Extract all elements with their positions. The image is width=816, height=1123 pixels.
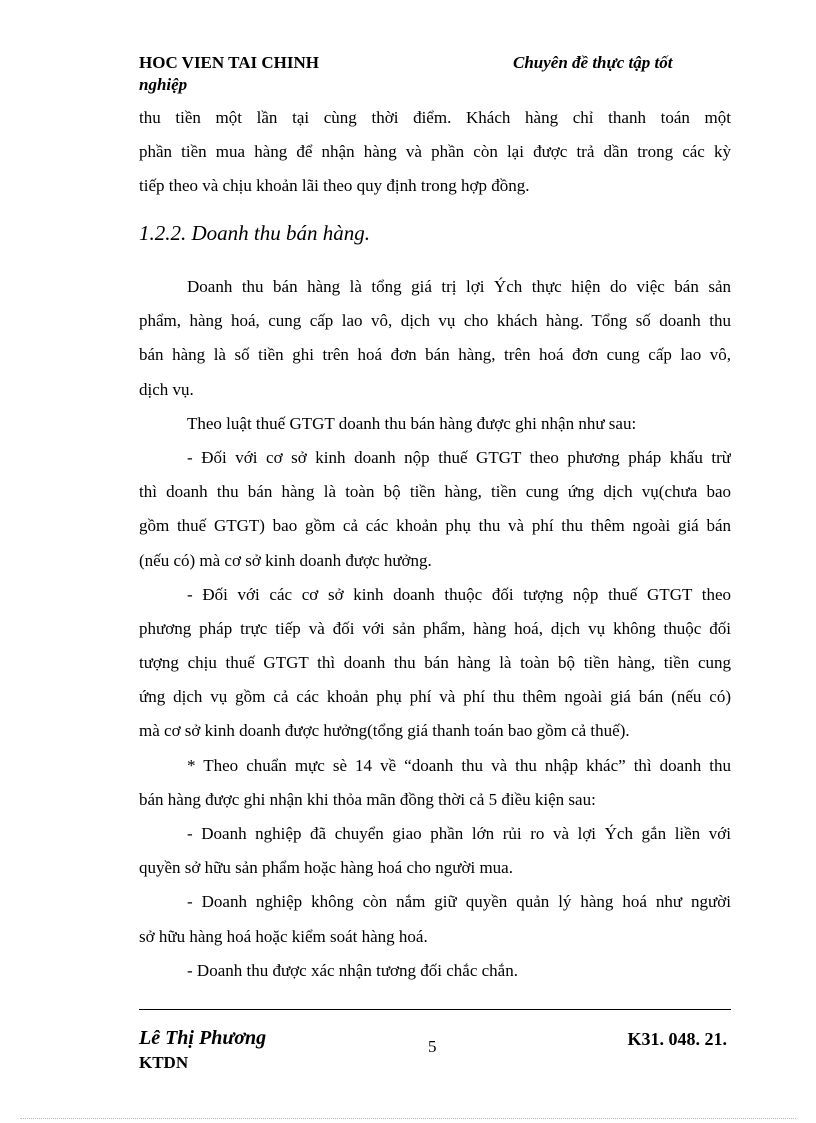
- text-line: * Theo chuẩn mực sè 14 về “doanh thu và thu nhập khác” thì doanh thu: [187, 755, 731, 775]
- paragraph: [139, 441, 731, 578]
- text-line: quyền sở hữu sản phẩm hoặc hàng hoá cho người mua.: [139, 858, 513, 878]
- paragraph: [139, 578, 731, 749]
- header-school: [139, 52, 319, 96]
- footer-author-name: Lê Thị Phương: [139, 1027, 267, 1049]
- text-line: - Doanh nghiệp đã chuyển giao phần lớn rủi ro và lợi Ých gắn liền với: [187, 824, 731, 843]
- intro-text: [139, 101, 731, 204]
- section-body: [139, 270, 731, 988]
- text-line: thu tiền một lần tại cùng thời điểm. Khách hàng chỉ thanh toán một: [139, 108, 731, 127]
- text-line: bán hàng là số tiền ghi trên hoá đơn bán hàng, trên hoá đơn cung cấp lao vô,: [139, 345, 731, 365]
- paragraph: [139, 817, 731, 885]
- text-line: phương pháp trực tiếp và đối với sản phẩm, hàng hoá, dịch vụ không thuộc đối: [139, 618, 731, 638]
- text-line: - Doanh thu được xác nhận tương đối chắc chắn.: [187, 960, 518, 980]
- text-line: - Đối với cơ sở kinh doanh nộp thuế GTGT theo phương pháp khấu trừ: [187, 447, 731, 467]
- text-line: phẩm, hàng hoá, cung cấp lao vô, dịch vụ cho khách hàng. Tổng số doanh thu: [139, 311, 731, 331]
- header-school-line1: HOC VIEN TAI CHINH: [139, 53, 319, 72]
- text-line: mà cơ sở kinh doanh được hưởng(tổng giá thanh toán bao gồm cả thuế).: [139, 721, 630, 741]
- paragraph: [139, 270, 731, 407]
- text-line: tiếp theo và chịu khoản lãi theo quy định trong hợp đồng.: [139, 176, 530, 196]
- bottom-dotted-border: [20, 1118, 796, 1119]
- text-line: bán hàng được ghi nhận khi thỏa mãn đồng thời cả 5 điều kiện sau:: [139, 789, 596, 809]
- text-line: ứng dịch vụ gồm cả các khoản phụ phí và phí thu thêm ngoài giá bán (nếu có): [139, 687, 731, 707]
- text-line: tượng chịu thuế GTGT thì doanh thu bán hàng là toàn bộ tiền hàng, tiền cung: [139, 653, 731, 673]
- header-school-line2: nghiệp: [139, 75, 188, 94]
- paragraph: [139, 749, 731, 817]
- paragraph: [139, 885, 731, 953]
- text-line: Theo luật thuế GTGT doanh thu bán hàng được ghi nhận như sau:: [187, 413, 637, 433]
- text-line: thì doanh thu bán hàng là toàn bộ tiền hàng, tiền cung ứng dịch vụ(chưa bao: [139, 482, 731, 502]
- section-heading: 1.2.2. Doanh thu bán hàng.: [139, 221, 370, 245]
- text-line: (nếu có) mà cơ sở kinh doanh được hưởng.: [139, 550, 432, 570]
- text-line: Doanh thu bán hàng là tổng giá trị lợi Ých thực hiện do việc bán sản: [187, 277, 731, 296]
- footer-department: KTDN: [139, 1053, 189, 1072]
- text-line: - Doanh nghiệp không còn nắm giữ quyền quản lý hàng hoá như người: [187, 892, 731, 912]
- text-line: dịch vụ.: [139, 379, 194, 399]
- text-line: - Đối với các cơ sở kinh doanh thuộc đối tượng nộp thuế GTGT theo: [187, 584, 731, 604]
- page-number: 5: [428, 1037, 437, 1056]
- text-line: gồm thuế GTGT) bao gồm cả các khoản phụ thu và phí thu thêm ngoài giá bán: [139, 516, 731, 536]
- text-line: phần tiền mua hàng để nhận hàng và phần còn lại được trả dần trong các kỳ: [139, 142, 731, 162]
- paragraph: [139, 954, 731, 988]
- header-report-title: Chuyên đề thực tập tốt: [513, 53, 673, 72]
- text-line: sở hữu hàng hoá hoặc kiểm soát hàng hoá.: [139, 926, 428, 946]
- paragraph: [139, 407, 731, 441]
- footer-divider: [139, 1009, 731, 1010]
- footer-student-code: K31. 048. 21.: [627, 1029, 727, 1049]
